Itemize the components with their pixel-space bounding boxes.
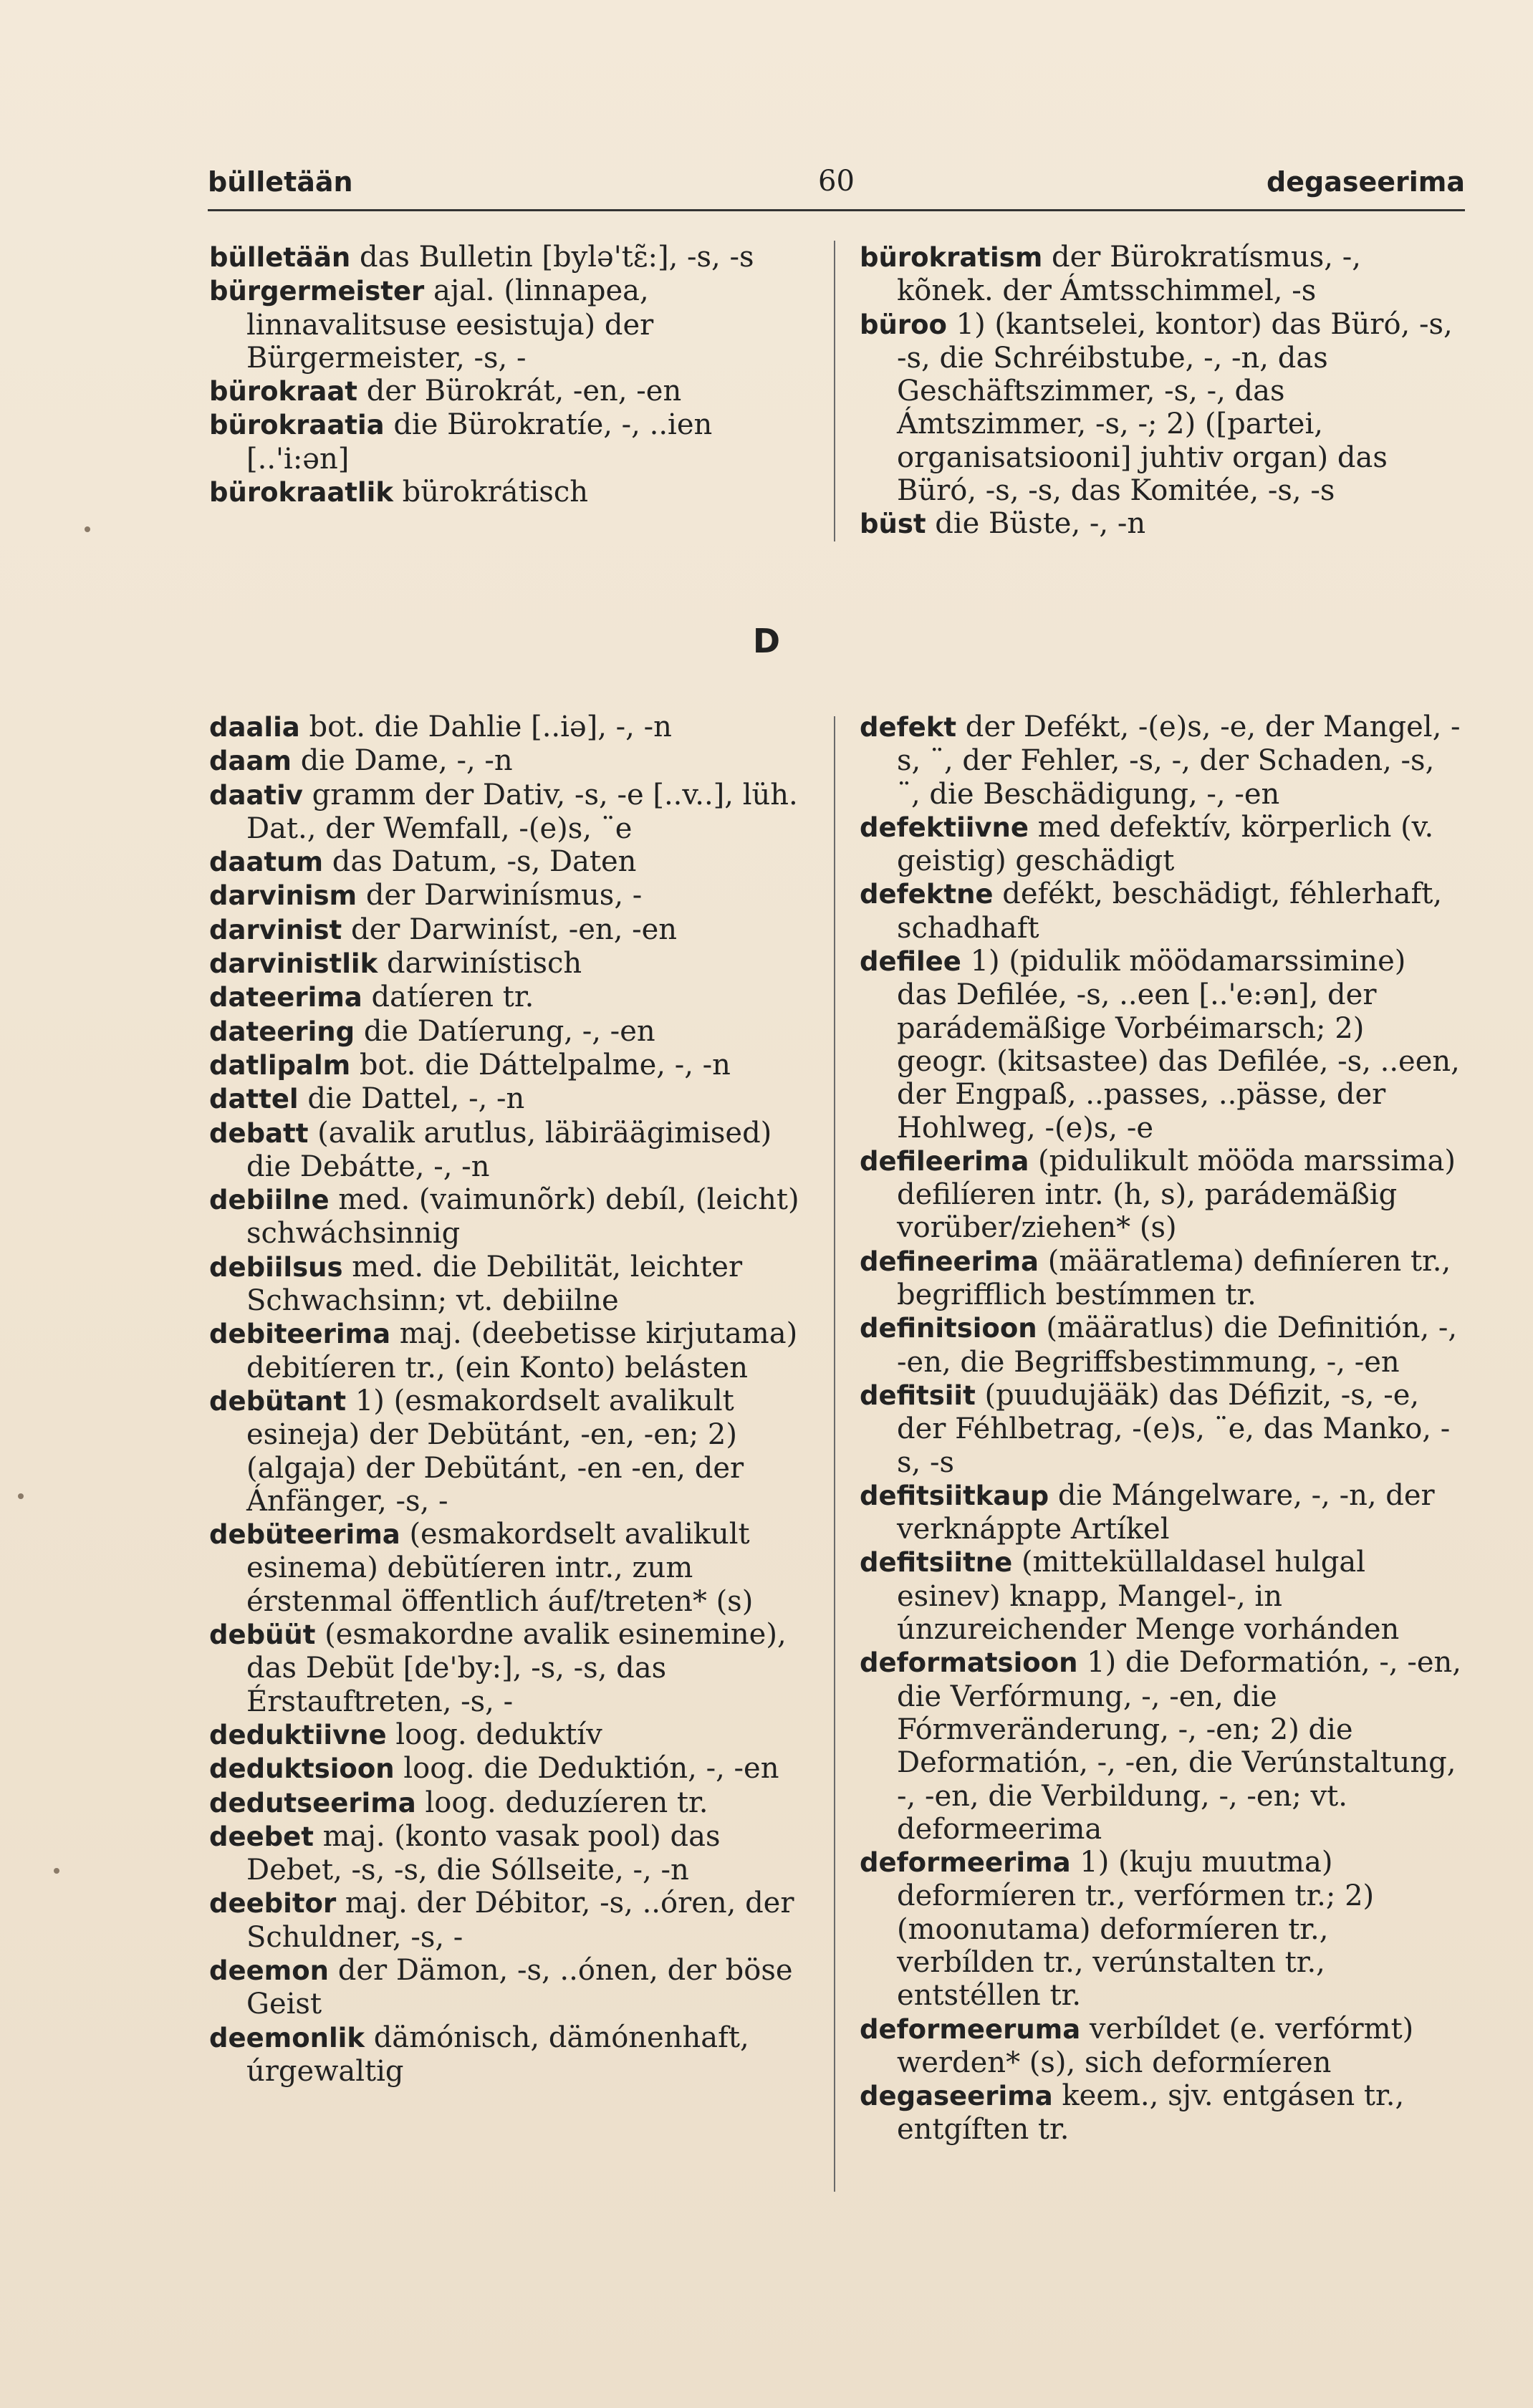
entry-definition: der Darwinísmus, - xyxy=(365,879,643,912)
dictionary-entry xyxy=(209,2021,811,2089)
entry-definition: der Bürokrát, -en, -en xyxy=(366,375,682,408)
dictionary-entry xyxy=(209,408,811,476)
entry-definition: datíeren tr. xyxy=(371,981,534,1014)
dictionary-entry xyxy=(209,981,811,1014)
entry-definition: 1) (kuju muutma) deformíeren tr., verfórmen tr.; 2) (moonutama) deformíeren tr., verbílden tr., verúnstalten tr., entstéllen tr. xyxy=(897,1846,1375,2013)
entry-headword: bürokraatia xyxy=(209,410,385,441)
dictionary-entry xyxy=(860,1145,1461,1245)
entry-definition: der Dämon, -s, ..ónen, der böse Geist xyxy=(246,1953,793,2021)
header-rule xyxy=(208,209,1465,211)
entry-headword: darvinistlik xyxy=(209,948,378,980)
entry-headword: deduktiivne xyxy=(209,1719,387,1750)
entry-definition: keem., sjv. entgásen tr., entgíften tr. xyxy=(897,2079,1405,2147)
dictionary-entry xyxy=(209,947,811,981)
entry-definition: dämónisch, dämónenhaft, úrgewaltig xyxy=(246,2021,749,2088)
dictionary-entry xyxy=(860,308,1461,508)
entry-definition: 1) (esmakordselt avalikult esineja) der Debütánt, -en, -en; 2) (algaja) der Debütánt, -en -en, der Ánfänger, -s, - xyxy=(246,1384,744,1518)
entry-definition: gramm der Dativ, -s, -e [..v..], lüh. Dat., der Wemfall, -(e)s, ¨e xyxy=(246,778,798,845)
entry-definition: maj. (deebetisse kirjutama) debitíeren tr., (ein Konto) belásten xyxy=(246,1317,798,1384)
entry-definition: (esmakordne avalik esinemine), das Debüt [de'by:], -s, -s, das Érstauftreten, -s, - xyxy=(246,1618,787,1718)
dictionary-entry xyxy=(860,1479,1461,1546)
entry-definition: loog. deduktív xyxy=(395,1718,602,1751)
dictionary-entry xyxy=(860,1379,1461,1479)
entry-definition: (määratlema) definíeren tr., begrifflich bestímmen tr. xyxy=(897,1244,1451,1312)
dictionary-entry xyxy=(860,877,1461,945)
entry-definition: defékt, beschädigt, féhlerhaft, schadhaft xyxy=(897,877,1443,945)
entry-definition: verbíldet (e. verfórmt) werden* (s), sich deformíeren xyxy=(897,2012,1414,2079)
entry-headword: büst xyxy=(860,509,926,540)
dictionary-entry xyxy=(860,945,1461,1145)
entry-definition: (määratlus) die Definitión, -, -en, die Begriffsbestimmung, -, -en xyxy=(897,1311,1458,1379)
dictionary-entry xyxy=(209,845,811,879)
entry-definition: loog. deduzíeren tr. xyxy=(425,1786,708,1819)
entry-headword: degaseerima xyxy=(860,2081,1053,2112)
dictionary-entry xyxy=(209,1384,811,1518)
entry-headword: darvinist xyxy=(209,914,342,945)
entry-headword: debütant xyxy=(209,1385,347,1417)
entry-headword: büroo xyxy=(860,309,947,340)
dictionary-entry xyxy=(209,1820,811,1887)
dictionary-entry xyxy=(209,744,811,778)
dictionary-entry xyxy=(860,241,1461,308)
dictionary-entry xyxy=(209,1954,811,2021)
entry-definition: die Datíerung, -, -en xyxy=(363,1014,655,1048)
entry-definition: die Dattel, -, -n xyxy=(307,1082,525,1116)
dictionary-entry xyxy=(209,375,811,408)
entry-headword: dateering xyxy=(209,1016,355,1047)
entry-headword: deformatsioon xyxy=(860,1647,1078,1679)
entry-definition: bot. die Dáttelpalme, -, -n xyxy=(359,1048,731,1082)
entry-definition: (puudujääk) das Défizit, -s, -e, der Féhlbetrag, -(e)s, ¨e, das Manko, -s, -s xyxy=(897,1378,1451,1479)
entry-headword: defitsiitne xyxy=(860,1547,1013,1579)
entry-headword: deebet xyxy=(209,1821,314,1852)
entry-definition: med defektív, körperlich (v. geistig) geschädigt xyxy=(897,810,1434,878)
page-number: 60 xyxy=(818,165,855,198)
entry-headword: dedutseerima xyxy=(209,1787,416,1819)
entry-definition: das Datum, -s, Daten xyxy=(332,845,637,879)
entry-definition: der Bürokratísmus, -, kõnek. der Ámtsschimmel, -s xyxy=(897,241,1361,308)
entry-definition: der Defékt, -(e)s, -e, der Mangel, -s, ¨, der Fehler, -s, -, der Schaden, -s, ¨, die Beschädigung, -, -en xyxy=(897,711,1461,811)
entry-headword: defektiivne xyxy=(860,812,1029,843)
entry-definition: bot. die Dahlie [..iə], -, -n xyxy=(309,711,672,743)
dictionary-entry xyxy=(209,476,811,509)
dictionary-entry xyxy=(860,1311,1461,1379)
entry-headword: deebitor xyxy=(209,1888,337,1920)
entry-definition: die Bürokratíe, -, ..ien [..'i:ən] xyxy=(246,408,713,476)
entry-headword: defektne xyxy=(860,879,994,910)
paper-speck xyxy=(54,1868,59,1874)
entry-headword: deformeerima xyxy=(860,1847,1071,1879)
dictionary-entry xyxy=(860,2079,1461,2147)
dictionary-entry xyxy=(209,1718,811,1752)
entry-headword: dateerima xyxy=(209,982,362,1013)
entry-definition: die Dame, -, -n xyxy=(300,744,513,778)
dictionary-entry xyxy=(209,1752,811,1786)
paper-speck xyxy=(18,1493,24,1499)
entry-definition: (esmakordselt avalikult esinema) debütíeren intr., zum érstenmal öffentlich áuf/treten* (s) xyxy=(246,1518,754,1618)
dictionary-entry xyxy=(209,1117,811,1184)
dictionary-entry xyxy=(209,711,811,744)
entry-definition: das Bulletin [bylə'tɛ̃:], -s, -s xyxy=(359,241,754,274)
entry-definition: bürokrátisch xyxy=(402,476,589,509)
dictionary-entry xyxy=(209,1049,811,1082)
paper-speck xyxy=(85,526,90,532)
entry-headword: defileerima xyxy=(860,1145,1029,1177)
entries-top-right xyxy=(860,241,1461,541)
dictionary-entry xyxy=(209,1317,811,1384)
header-last-word: degaseerima xyxy=(1267,166,1465,198)
entry-headword: defitsiit xyxy=(860,1379,976,1411)
entry-headword: deemonlik xyxy=(209,2022,365,2053)
entry-headword: deduktsioon xyxy=(209,1753,395,1785)
entry-headword: datlipalm xyxy=(209,1049,351,1081)
column-divider-top xyxy=(834,241,835,541)
entry-definition: die Mángelware, -, -n, der verknáppte Artíkel xyxy=(897,1478,1435,1546)
entry-definition: 1) (kantselei, kontor) das Büró, -s, -s, die Schréibstube, -, -n, das Geschäftszimmer, -s, -, das Ámtszimmer, -s, -; 2) ([partei, organisatsiooni] juhtiv organ) das Büró, -s, -s, das Komitée, -s, -s xyxy=(897,307,1453,508)
entry-headword: debatt xyxy=(209,1117,309,1149)
dictionary-entry xyxy=(209,879,811,912)
entry-headword: defilee xyxy=(860,946,961,978)
entry-definition: (mitteküllaldasel hulgal esinev) knapp, Mangel-, in únzureichender Menge vorhánden xyxy=(897,1546,1400,1647)
entry-headword: debüüt xyxy=(209,1619,316,1651)
entry-headword: deemon xyxy=(209,1955,329,1986)
entry-headword: debüteerima xyxy=(209,1519,400,1551)
dictionary-entry xyxy=(209,779,811,846)
dictionary-entry xyxy=(209,913,811,947)
column-divider-bottom xyxy=(834,716,835,2192)
entry-definition: maj. der Débitor, -s, ..óren, der Schuldner, -s, - xyxy=(246,1887,794,1954)
entries-bottom-left xyxy=(209,711,811,2088)
entry-headword: defekt xyxy=(860,712,957,743)
entry-headword: bülletään xyxy=(209,242,351,273)
entry-definition: med. (vaimunõrk) debíl, (leicht) schwáchsinnig xyxy=(246,1183,799,1251)
entry-definition: med. die Debilität, leichter Schwachsinn; vt. debiilne xyxy=(246,1250,743,1318)
entry-headword: defineerima xyxy=(860,1246,1039,1277)
entry-headword: daalia xyxy=(209,712,300,743)
page-header xyxy=(208,159,1465,209)
dictionary-entry xyxy=(209,274,811,375)
entry-definition: maj. (konto vasak pool) das Debet, -s, -s, die Sóllseite, -, -n xyxy=(246,1819,721,1887)
dictionary-entry xyxy=(209,1251,811,1318)
entry-definition: 1) (pidulik möödamarssimine) das Defilée, -s, ..een [..'e:ən], der parádemäßige Vorbéimarsch; 2) geogr. (kitsastee) das Defilée, -s, ..een, der Engpaß, ..passes, ..pässe, der Hohlweg, -(e)s, -e xyxy=(897,945,1460,1145)
entry-definition: ajal. (linnapea, linnavalitsuse eesistuja) der Bürgermeister, -s, - xyxy=(246,274,654,375)
entry-headword: daativ xyxy=(209,779,303,811)
entry-headword: bürokratism xyxy=(860,242,1043,273)
entry-headword: daatum xyxy=(209,847,324,878)
entry-headword: bürgermeister xyxy=(209,276,425,307)
dictionary-entry xyxy=(209,1015,811,1049)
dictionary-entry xyxy=(209,1786,811,1820)
header-first-word: bülletään xyxy=(208,166,353,198)
entry-headword: definitsioon xyxy=(860,1313,1037,1344)
dictionary-entry xyxy=(860,1245,1461,1312)
entry-headword: bürokraatlik xyxy=(209,477,393,509)
entry-headword: debiilsus xyxy=(209,1251,343,1283)
entry-definition: 1) die Deformatión, -, -en, die Verfórmung, -, -en, die Fórmveränderung, -, -en; 2) die Deformatión, -, -en, die Verúnstaltung, -, -en, die Verbildung, -, -en; vt. deformeerima xyxy=(897,1646,1461,1846)
entries-top-left xyxy=(209,241,811,509)
dictionary-entry xyxy=(860,507,1461,541)
dictionary-entry xyxy=(209,1183,811,1251)
dictionary-entry xyxy=(860,811,1461,878)
entry-headword: deformeeruma xyxy=(860,2013,1081,2045)
entry-headword: debiteerima xyxy=(209,1319,391,1350)
entry-headword: daam xyxy=(209,746,292,777)
entry-headword: darvinism xyxy=(209,880,357,912)
dictionary-entry xyxy=(860,2013,1461,2080)
dictionary-entry xyxy=(860,1846,1461,2012)
dictionary-entry xyxy=(209,241,811,274)
entry-headword: bürokraat xyxy=(209,376,357,408)
dictionary-entry xyxy=(209,1887,811,1954)
entry-definition: die Büste, -, -n xyxy=(935,507,1146,541)
entry-definition: (avalik arutlus, läbiräägimised) die Debátte, -, -n xyxy=(246,1116,772,1183)
entry-definition: (pidulikult mööda marssima) defilíeren intr. (h, s), parádemäßig vorüber/ziehen* (s) xyxy=(897,1144,1456,1245)
entry-headword: dattel xyxy=(209,1084,299,1115)
entry-definition: darwinístisch xyxy=(386,947,582,981)
entry-definition: der Darwiníst, -en, -en xyxy=(350,912,678,946)
dictionary-entry xyxy=(209,1618,811,1718)
dictionary-entry xyxy=(209,1518,811,1618)
entry-headword: defitsiitkaup xyxy=(860,1480,1049,1511)
dictionary-entry xyxy=(860,1546,1461,1646)
section-letter: D xyxy=(752,622,781,660)
dictionary-entry xyxy=(860,1646,1461,1846)
entry-definition: loog. die Deduktión, -, -en xyxy=(403,1752,779,1786)
entry-headword: debiilne xyxy=(209,1185,330,1216)
dictionary-entry xyxy=(860,711,1461,811)
dictionary-entry xyxy=(209,1082,811,1116)
entries-bottom-right xyxy=(860,711,1461,2147)
